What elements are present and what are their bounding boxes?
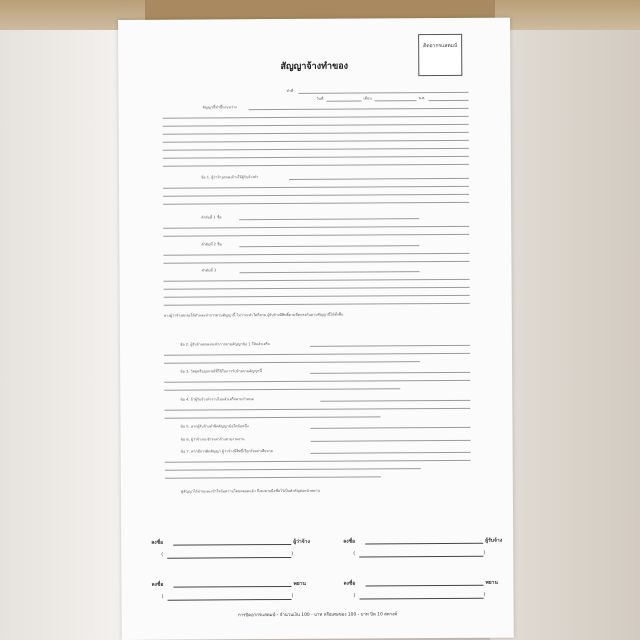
form-fill-line bbox=[163, 140, 469, 143]
sign-label-witness-1: ลงชื่อ bbox=[151, 581, 164, 588]
witness-2-bracket: ( bbox=[353, 592, 356, 599]
form-fill-line bbox=[326, 101, 361, 102]
form-fill-line bbox=[374, 100, 416, 101]
form-fill-line bbox=[310, 372, 470, 374]
form-fill-line bbox=[165, 460, 471, 463]
clause-6: ข้อ 6. ผู้ว่าจ้างจะชำระค่าจ้างตามงวดงาน bbox=[180, 437, 245, 442]
form-fill-line bbox=[163, 148, 469, 151]
form-fill-line bbox=[428, 100, 468, 101]
form-fill-line bbox=[298, 92, 468, 94]
clause-3: ข้อ 3. วัสดุหรืออุปกรณ์ที่ใช้ในการรับจ้างตามสัญญานี้ bbox=[180, 369, 262, 374]
sign-label-contractor: ลงชื่อ bbox=[343, 538, 356, 545]
date-label: วันที่ bbox=[316, 96, 324, 101]
form-fill-line bbox=[320, 400, 470, 402]
stamp-duty-footer: การปิดอากรแสตมป์:- จำนวนเงิน 100 - บาท หรือเศษของ 100 - บาท ปิด 10 สตางค์ bbox=[238, 612, 398, 619]
form-fill-line bbox=[164, 388, 400, 390]
form-fill-line bbox=[163, 124, 469, 127]
form-fill-line bbox=[240, 271, 420, 273]
stamp-box: ติดอากรแสตมป์ bbox=[418, 34, 462, 76]
form-fill-line bbox=[163, 194, 469, 197]
witness-2-bracket-close: ) bbox=[483, 591, 486, 598]
form-fill-line bbox=[164, 361, 420, 364]
form-fill-line bbox=[163, 156, 469, 159]
form-lines bbox=[118, 18, 514, 640]
year-label: พ.ศ. bbox=[418, 96, 426, 101]
form-fill-line bbox=[163, 202, 469, 205]
form-fill-line bbox=[164, 380, 470, 383]
form-fill-line bbox=[164, 287, 470, 290]
form-fill-line bbox=[164, 416, 380, 418]
form-title: สัญญาจ้างทำของ bbox=[280, 61, 349, 73]
made-at-label: ทำที่ bbox=[286, 88, 294, 93]
contractor-label: ผู้รับจ้าง bbox=[485, 537, 503, 544]
form-fill-line bbox=[163, 226, 469, 229]
form-fill-line bbox=[239, 218, 419, 220]
item-1-label: ลำดับที่ 1 ชื่อ bbox=[201, 215, 222, 220]
witness-1-bracket-close: ) bbox=[291, 592, 294, 599]
clause-2: ข้อ 2. ผู้รับจ้างตกลงจะทำการตามสัญญาข้อ 1 ให้แล้วเสร็จ bbox=[179, 342, 270, 347]
item-2-label: ลำดับที่ 2 ชื่อ bbox=[201, 242, 222, 247]
clause-5: ข้อ 5. หากผู้รับจ้างทำผิดสัญญาข้อใดข้อหนึ่ง bbox=[180, 424, 249, 429]
clause-4: ข้อ 4. ถ้าผู้รับจ้างทำงานไม่แล้วเสร็จตามกำหนด bbox=[180, 397, 254, 402]
form-fill-line bbox=[311, 452, 471, 454]
witness-1-label: พยาน bbox=[293, 580, 306, 587]
form-fill-line bbox=[163, 253, 469, 256]
form-fill-line bbox=[289, 178, 469, 180]
form-fill-line bbox=[164, 408, 470, 411]
clause-7: ข้อ 7. หากมีการผิดสัญญา ผู้ว่าจ้างมีสิทธิ์เรียกร้องค่าเสียหาย bbox=[180, 449, 273, 454]
form-fill-line bbox=[164, 353, 470, 356]
witness-1-bracket: ( bbox=[161, 593, 164, 600]
form-fill-line bbox=[164, 295, 470, 298]
background-left bbox=[0, 30, 130, 640]
form-fill-line bbox=[310, 345, 470, 347]
item-3-label: ลำดับที่ 3 bbox=[201, 268, 217, 273]
form-fill-line bbox=[163, 164, 469, 167]
preamble-paragraph: ทางผู้ว่าจ้างตกลงให้ทำและทำการตามสัญญานี้ ไม่ว่าจะทำใดก็ตาม ผู้รับจ้างมีสิทธิ์ตามที่ตกลงกันตามสัญญานี้ได้ทั้งสิ้น bbox=[163, 312, 344, 318]
form-fill-line bbox=[164, 303, 470, 306]
form-fill-line bbox=[163, 261, 469, 264]
contract-form-paper bbox=[118, 18, 514, 640]
sign-label-employer: ลงชื่อ bbox=[151, 539, 164, 546]
form-fill-line bbox=[239, 245, 419, 247]
employer-label: ผู้ว่าจ้าง bbox=[293, 538, 310, 545]
form-fill-line bbox=[249, 108, 469, 110]
form-fill-line bbox=[165, 468, 421, 471]
form-fill-line bbox=[163, 186, 469, 189]
contractor-name-bracket: ( bbox=[353, 550, 356, 557]
employer-name-bracket-close: ) bbox=[291, 550, 294, 557]
form-fill-line bbox=[165, 476, 381, 478]
witness-2-label: พยาน bbox=[485, 579, 498, 586]
employer-name-bracket: ( bbox=[161, 551, 164, 558]
month-label: เดือน bbox=[363, 96, 372, 101]
form-fill-line bbox=[163, 234, 469, 237]
contract-between-label: สัญญานี้ทำขึ้นระหว่าง bbox=[202, 105, 237, 110]
form-fill-line bbox=[164, 279, 470, 282]
form-fill-line bbox=[163, 132, 469, 135]
sign-label-witness-2: ลงชื่อ bbox=[343, 580, 356, 587]
form-fill-line bbox=[310, 427, 470, 429]
contractor-name-bracket-close: ) bbox=[483, 549, 486, 556]
closing-statement: คู่สัญญาได้อ่านและเข้าใจข้อความโดยตลอดแล้ว จึงลงลายมือชื่อไว้เป็นสำคัญต่อหน้าพยาน bbox=[180, 488, 320, 494]
form-fill-line bbox=[311, 440, 471, 442]
clause-1: ข้อ 1. ผู้ว่าจ้างตกลงจ้างให้ผู้รับจ้างทำ bbox=[200, 175, 259, 180]
form-fill-line bbox=[163, 116, 469, 119]
